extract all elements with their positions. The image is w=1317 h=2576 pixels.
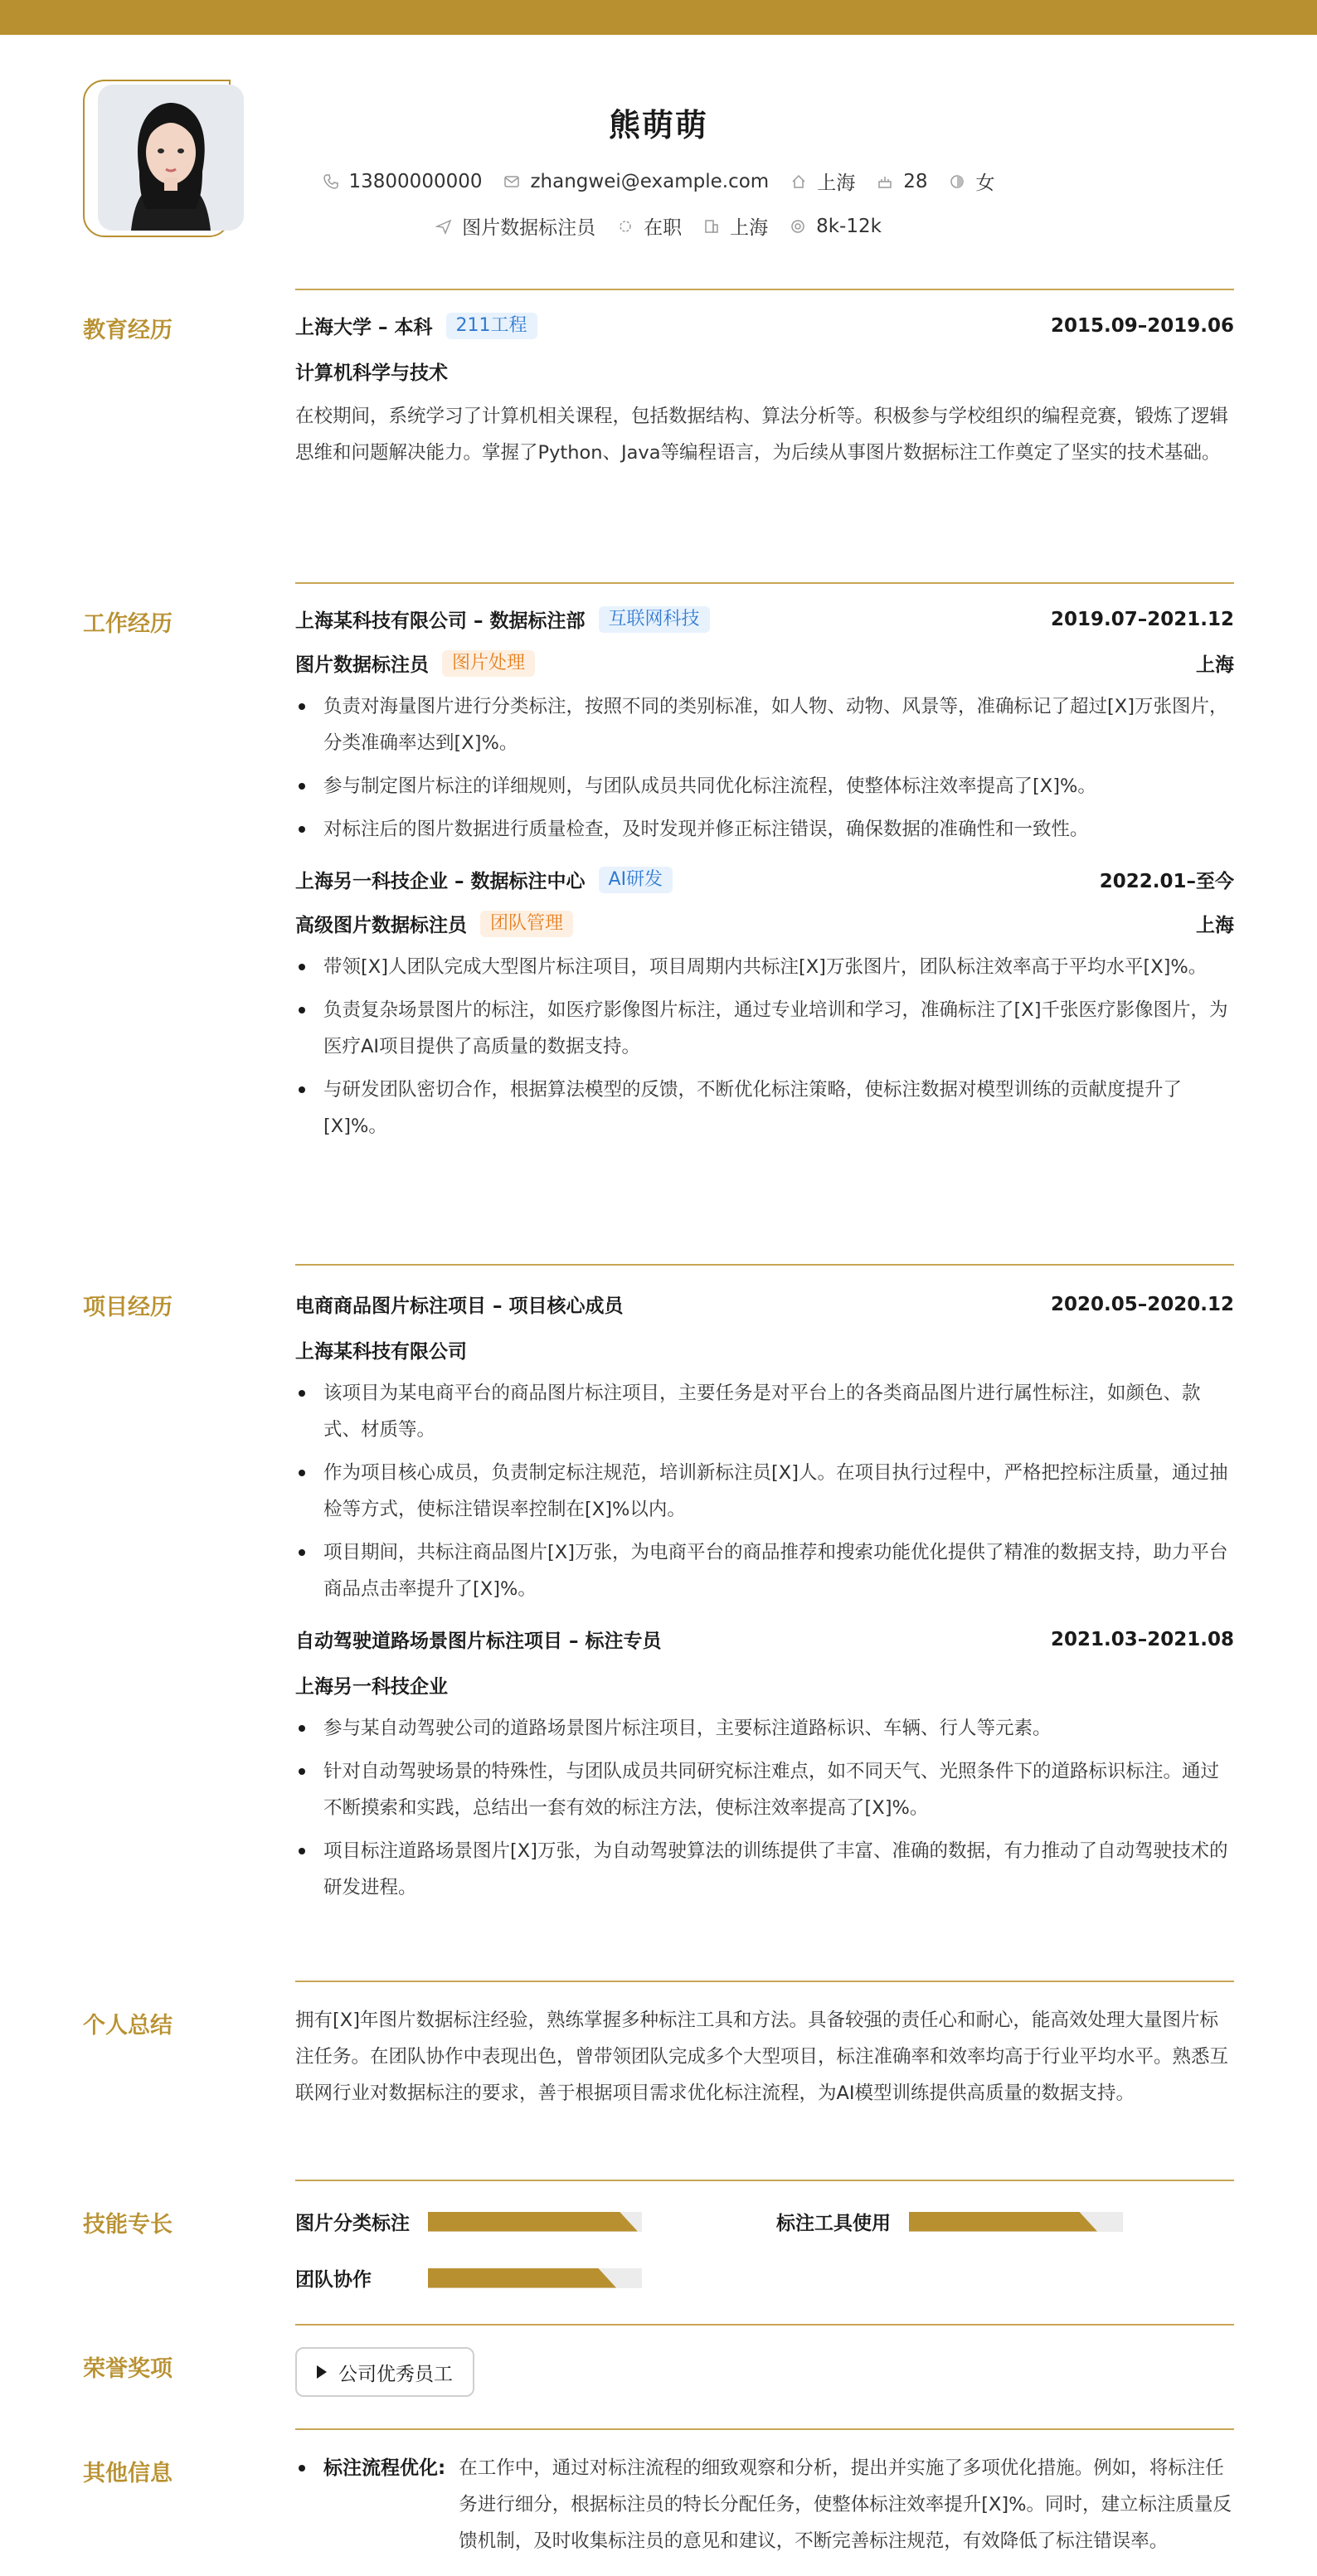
project-bullets (295, 1375, 1234, 1607)
city-item (790, 168, 855, 195)
skill-item (295, 2208, 642, 2235)
cake-icon (877, 173, 893, 190)
projects-section (295, 1290, 1234, 1913)
school-tag: 211工程 (446, 313, 537, 339)
education-date: 2015.09–2019.06 (1050, 314, 1234, 337)
resume-page (0, 35, 1317, 2552)
home-icon (790, 173, 807, 190)
project-bullets (295, 1710, 1234, 1906)
section-divider (295, 1264, 1234, 1266)
project-date: 2021.03–2021.08 (1050, 1628, 1234, 1650)
status-icon (617, 218, 634, 235)
skill-bar (909, 2212, 1123, 2232)
job-role (295, 649, 535, 677)
status-item (617, 212, 682, 240)
job-location: 上海 (1196, 654, 1234, 676)
salary-text: 8k-12k (816, 215, 882, 237)
target-city-item (703, 212, 768, 240)
work-title: 工作经历 (83, 611, 173, 637)
section-divider (295, 582, 1234, 584)
project-name: 自动驾驶道路场景图片标注项目 – 标注专员 (295, 1631, 662, 1652)
company-name: 上海另一科技企业 – 数据标注中心 (295, 871, 586, 892)
projects-title: 项目经历 (83, 1295, 173, 1320)
education-section (295, 312, 1234, 471)
list-item: 参与制定图片标注的详细规则，与团队成员共同优化标注流程，使整体标注效率提高了[X]%。 (295, 768, 1234, 804)
other-key: 标注流程优化: (323, 2457, 446, 2479)
age-text: 28 (903, 170, 928, 192)
age-item (877, 171, 927, 192)
project-date: 2020.05–2020.12 (1050, 1293, 1234, 1315)
skill-bar-fill (428, 2268, 616, 2288)
gender-text: 女 (975, 173, 995, 194)
section-divider (295, 2324, 1234, 2326)
list-item (295, 2450, 1234, 2559)
skill-label: 标注工具使用 (776, 2213, 891, 2234)
building-icon (703, 218, 720, 235)
job-header-row (295, 866, 1234, 893)
other-value: 在工作中，通过对标注流程的细致观察和分析，提出并实施了多项优化措施。例如，将标注任务进行细分，根据标注员的特长分配任务，使整体标注效率提升[X]%。同时，建立标注质量反馈机制，及时收集标注员的意见和建议，不断完善标注规范，有效降低了标注错误率。 (459, 2457, 1232, 2552)
target-city-text: 上海 (730, 217, 769, 239)
salary-item (790, 216, 882, 237)
job-bullets (295, 688, 1234, 848)
skill-item (776, 2208, 1123, 2235)
job-bullets (295, 949, 1234, 1145)
phone-icon (323, 173, 339, 190)
project-org: 上海另一科技企业 (295, 1676, 448, 1698)
project-header-row (295, 1626, 1234, 1653)
project-entry (295, 1626, 1234, 1906)
award-item-button[interactable] (295, 2347, 474, 2397)
top-accent-bar (0, 0, 1317, 35)
education-major: 计算机科学与技术 (295, 362, 448, 384)
summary-section (295, 2002, 1234, 2112)
job-role-row (295, 910, 1234, 937)
contact-line (0, 168, 1317, 195)
position-text: 图片数据标注员 (462, 217, 596, 239)
list-item: 负责对海量图片进行分类标注，按照不同的类别标准，如人物、动物、风景等，准确标记了超过[X]万张图片，分类准确率达到[X]%。 (295, 688, 1234, 761)
project-header-row (295, 1290, 1234, 1318)
gender-icon (949, 173, 965, 190)
education-desc: 在校期间，系统学习了计算机相关课程，包括数据结构、算法分析等。积极参与学校组织的编程竞赛，锻炼了逻辑思维和问题解决能力。掌握了Python、Java等编程语言，为后续从事图片数据标注工作奠定了坚实的技术基础。 (295, 406, 1229, 464)
resume-header (0, 35, 1317, 289)
role-name: 高级图片数据标注员 (295, 915, 467, 936)
list-item: 项目期间，共标注商品图片[X]万张，为电商平台的商品推荐和搜索功能优化提供了精准的数据支持，助力平台商品点击率提升了[X]%。 (295, 1534, 1234, 1607)
skill-label: 图片分类标注 (295, 2213, 410, 2234)
money-icon (790, 218, 806, 235)
job-date: 2019.07–2021.12 (1050, 608, 1234, 630)
project-org: 上海某科技有限公司 (295, 1341, 467, 1363)
awards-title: 荣誉奖项 (83, 2356, 173, 2382)
project-name: 电商商品图片标注项目 – 项目核心成员 (295, 1295, 624, 1317)
position-item (435, 212, 595, 240)
job-location: 上海 (1196, 915, 1234, 936)
skills-title: 技能专长 (83, 2212, 173, 2238)
city-text: 上海 (817, 173, 856, 194)
job-entry (295, 605, 1234, 848)
company-tag: AI研发 (599, 867, 673, 893)
job-entry (295, 866, 1234, 1145)
other-section (295, 2450, 1234, 2559)
skill-label: 团队协作 (295, 2269, 372, 2291)
skill-bar (428, 2212, 642, 2232)
education-title: 教育经历 (83, 318, 173, 343)
project-entry (295, 1290, 1234, 1607)
job-company (295, 605, 710, 633)
summary-title: 个人总结 (83, 2013, 173, 2039)
phone-text: 13800000000 (348, 170, 483, 192)
gender-item (949, 168, 994, 195)
award-label: 公司优秀员工 (338, 2363, 453, 2385)
section-divider (295, 1981, 1234, 1982)
job-date: 2022.01–至今 (1099, 871, 1234, 892)
education-school (295, 312, 537, 339)
section-divider (295, 2428, 1234, 2430)
send-icon (435, 218, 452, 235)
skill-item (295, 2264, 642, 2292)
list-item: 对标注后的图片数据进行质量检查，及时发现并修正标注错误，确保数据的准确性和一致性。 (295, 811, 1234, 848)
section-divider (295, 289, 1234, 290)
company-tag: 互联网科技 (599, 606, 710, 633)
role-tag: 团队管理 (480, 911, 573, 937)
email-text: zhangwei@example.com (530, 170, 770, 192)
email-item (503, 171, 769, 192)
list-item: 针对自动驾驶场景的特殊性，与团队成员共同研究标注难点，如不同天气、光照条件下的道路标识标注。通过不断摸索和实践，总结出一套有效的标注方法，使标注效率提高了[X]%。 (295, 1753, 1234, 1826)
play-triangle-icon (317, 2365, 327, 2379)
skill-bar-fill (909, 2212, 1097, 2232)
list-item: 作为项目核心成员，负责制定标注规范，培训新标注员[X]人。在项目执行过程中，严格把控标注质量，通过抽检等方式，使标注错误率控制在[X]%以内。 (295, 1455, 1234, 1528)
work-section (295, 605, 1234, 1151)
list-item: 项目标注道路场景图片[X]万张，为自动驾驶算法的训练提供了丰富、准确的数据，有力推动了自动驾驶技术的研发进程。 (295, 1833, 1234, 1906)
list-item: 负责复杂场景图片的标注，如医疗影像图片标注，通过专业培训和学习，准确标注了[X]千张医疗影像图片，为医疗AI项目提供了高质量的数据支持。 (295, 992, 1234, 1065)
job-role-row (295, 649, 1234, 677)
mail-icon (503, 173, 520, 190)
job-header-row (295, 605, 1234, 633)
list-item: 参与某自动驾驶公司的道路场景图片标注项目，主要标注道路标识、车辆、行人等元素。 (295, 1710, 1234, 1747)
list-item: 与研发团队密切合作，根据算法模型的反馈，不断优化标注策略，使标注数据对模型训练的贡献度提升了[X]%。 (295, 1072, 1234, 1145)
company-name: 上海某科技有限公司 – 数据标注部 (295, 610, 586, 632)
role-tag: 图片处理 (442, 650, 535, 677)
candidate-name: 熊萌萌 (608, 107, 708, 143)
school-name: 上海大学 – 本科 (295, 317, 433, 338)
summary-text: 拥有[X]年图片数据标注经验，熟练掌握多种标注工具和方法。具备较强的责任心和耐心，能高效处理大量图片标注任务。在团队协作中表现出色，曾带领团队完成多个大型项目，标注准确率和效率均高于行业平均水平。熟悉互联网行业对数据标注的要求，善于根据项目需求优化标注流程，为AI模型训练提供高质量的数据支持。 (295, 2010, 1229, 2104)
job-company (295, 866, 673, 893)
job-role (295, 910, 573, 937)
skill-bar (428, 2268, 642, 2288)
education-header-row (295, 312, 1234, 339)
section-divider (295, 2180, 1234, 2181)
phone-item (323, 171, 483, 192)
job-intent-line (0, 212, 1317, 240)
other-title: 其他信息 (83, 2461, 173, 2486)
skill-bar-fill (428, 2212, 638, 2232)
list-item: 该项目为某电商平台的商品图片标注项目，主要任务是对平台上的各类商品图片进行属性标注，如颜色、款式、材质等。 (295, 1375, 1234, 1448)
role-name: 图片数据标注员 (295, 654, 429, 676)
status-text: 在职 (644, 217, 683, 239)
list-item: 带领[X]人团队完成大型图片标注项目，项目周期内共标注[X]万张图片，团队标注效率高于平均水平[X]%。 (295, 949, 1234, 985)
